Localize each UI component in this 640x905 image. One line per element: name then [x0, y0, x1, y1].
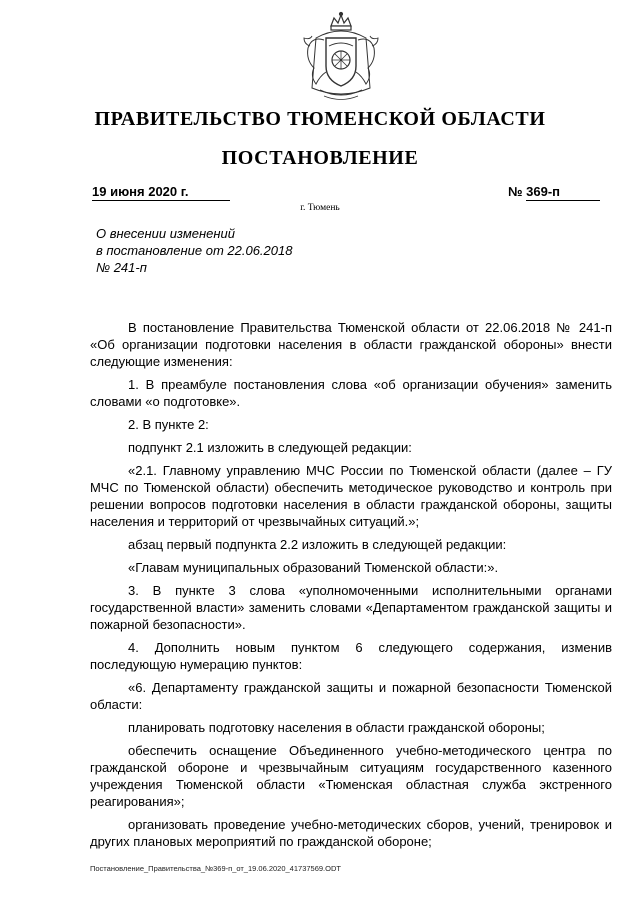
body-paragraph: обеспечить оснащение Объединенного учебно-методического центра по гражданской обороне и чрезвычайным ситуациям государственного казенного учреждения Тюменской области «Тюменская областная служба экстренного реагирования»; — [90, 743, 612, 809]
body-paragraph: «6. Департаменту гражданской защиты и пожарной безопасности Тюменской области: — [90, 680, 612, 712]
subject-line: О внесении изменений — [96, 226, 235, 241]
body-paragraph: организовать проведение учебно-методических сборов, учений, тренировок и других плановых мероприятий по гражданской обороне; — [90, 817, 612, 849]
body-paragraph: планировать подготовку населения в области гражданской обороны; — [128, 720, 545, 735]
document-number: 369-п — [526, 184, 600, 201]
footer-filename: Постановление_Правительства_№369-п_от_19.06.2020_41737569.ODT — [90, 864, 341, 873]
number-prefix: № — [508, 184, 523, 199]
document-date: 19 июня 2020 г. — [92, 184, 230, 201]
body-paragraph: подпункт 2.1 изложить в следующей редакции: — [128, 440, 412, 455]
body-paragraph: 1. В преамбуле постановления слова «об организации обучения» заменить словами «о подготовке». — [90, 377, 612, 409]
document-number-field — [508, 184, 604, 201]
document-subject — [96, 225, 356, 276]
body-paragraph: 4. Дополнить новым пунктом 6 следующего содержания, изменив последующую нумерацию пунктов: — [90, 640, 612, 672]
body-paragraph: В постановление Правительства Тюменской области от 22.06.2018 № 241-п «Об организации подготовки населения в области гражданской обороны» внести следующие изменения: — [90, 320, 612, 369]
subject-line: № 241-п — [96, 260, 147, 275]
body-paragraph: 2. В пункте 2: — [128, 417, 209, 432]
city-name: г. Тюмень — [300, 203, 340, 213]
document-type-title: ПОСТАНОВЛЕНИЕ — [221, 147, 419, 169]
subject-line: в постановление от 22.06.2018 — [96, 243, 293, 258]
organization-title: ПРАВИТЕЛЬСТВО ТЮМЕНСКОЙ ОБЛАСТИ — [94, 108, 546, 130]
body-paragraph: 3. В пункте 3 слова «уполномоченными исполнительными органами государственной власти» заменить словами «Департаментом гражданской защиты и пожарной безопасности». — [90, 583, 612, 632]
document-body — [90, 319, 612, 856]
body-paragraph: «2.1. Главному управлению МЧС России по Тюменской области (далее – ГУ МЧС по Тюменской области) обеспечить методическое руководство и контроль при решении вопросов подготовки населения в области гражданской обороны, защиты населения и территорий от чрезвычайных ситуаций.»; — [90, 463, 612, 529]
body-paragraph: абзац первый подпункта 2.2 изложить в следующей редакции: — [128, 537, 507, 552]
body-paragraph: «Главам муниципальных образований Тюменской области:». — [128, 560, 499, 575]
coat-of-arms-icon — [298, 10, 384, 104]
